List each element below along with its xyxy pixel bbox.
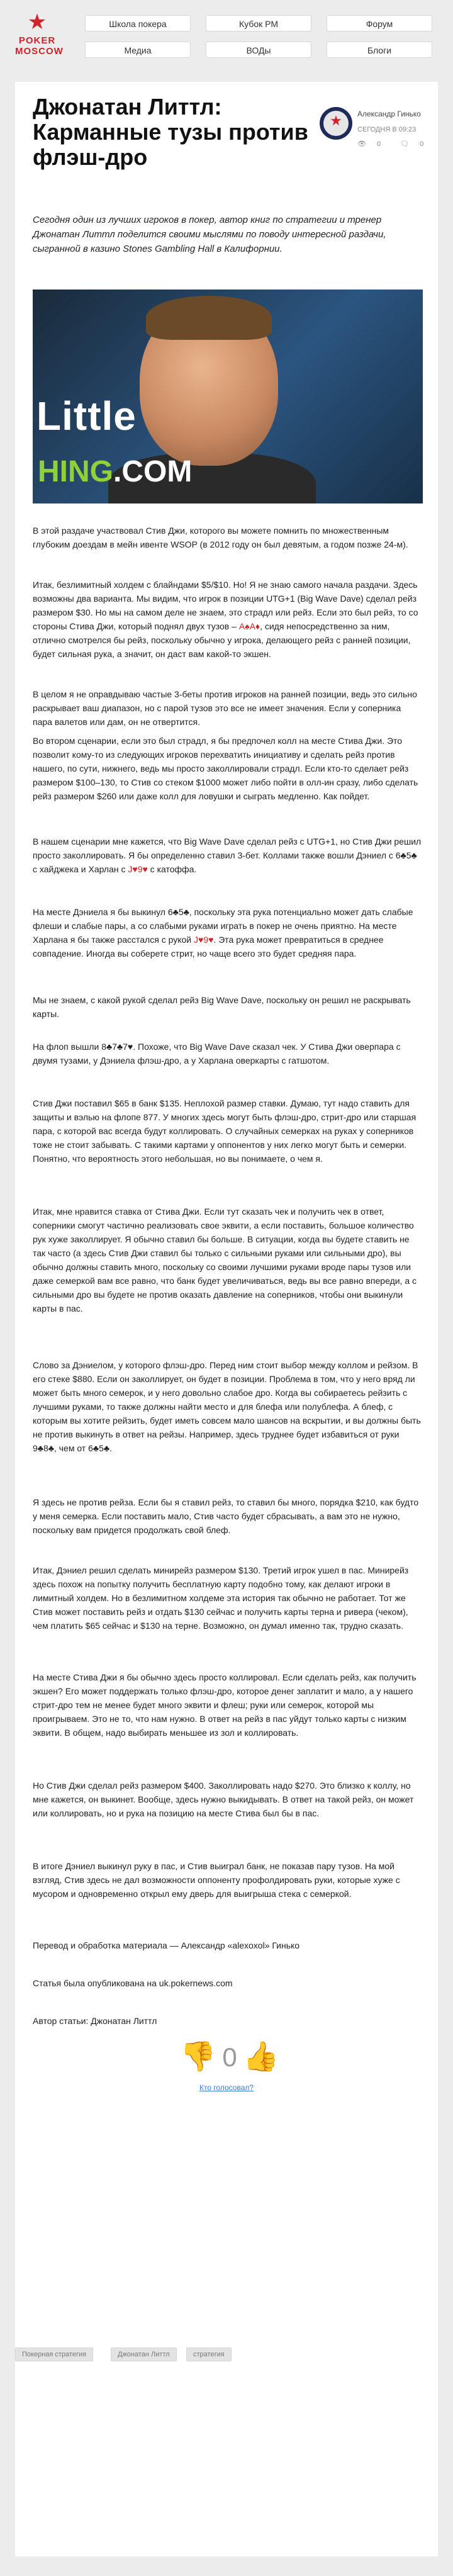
nav-poker-school[interactable]: Школа покера (85, 15, 191, 31)
paragraph: Стив Джи поставил $65 в банк $135. Неплохой размер ставки. Думаю, тут надо ставить для защиты и вэлью на флопе 877. У многих здесь могут быть флэш-дро, стрит-дро или старшая пара, с которой вас всегда будут коллировать. О случайных семерках на руках у соперников тоже не стоит забывать. С такими картами у оппонентов у них легко могут быть и семерки. Понятно, что вероятность этого небольшая, но вы понимаете, о чем я. (33, 1098, 417, 1164)
thumbs-up-icon[interactable]: 👍 (243, 2039, 279, 2073)
article-lead: Сегодня один из лучших игроков в покер, автор книг по стратегии и тренер Джонатан Литтл поделится своими мыслями по поводу интересной раздачи, сыгранной в казино Stones Gambling Hall в Калифорнии. (33, 215, 386, 254)
cards: 8♣7♣7♥ (101, 1042, 133, 1052)
comments-count: 0 (420, 140, 424, 148)
paragraph: Итак, мне нравится ставка от Стива Джи. Если тут сказать чек и получить чек в ответ, соперники смогут частично реализовать свое эквити, а если поставить, большое количество рук хуже заколлирует. Я обычно ставил бы больше. В ситуации, когда вы будете ставить не так часто (а здесь Стив Джи ставил бы только с сильными руками или сильными дро), вы обычно должны ставить много, поскольку со своими лучшими руками вроде пары тузов или даже семеркой вам все равно, что банк будет увеличиваться, ведь вы все равно впереди, а с сильными дро вы будете не против оказать давление на соперников, чтобы они выкинули карты в пас. (33, 1206, 417, 1313)
comments-stat[interactable] (400, 140, 432, 148)
author-name[interactable]: Александр Гинько (357, 110, 421, 118)
vote-widget (180, 2039, 281, 2077)
paragraph: Но Стив Джи сделал рейз размером $400. Заколлировать надо $270. Это близко к коллу, но мне кажется, он выкинет. Вообще, здесь нужно выкидывать. В ответ на такой рейз, он может или коллировать, но и рука на позицию на месте Стива был бы в пас. (33, 1780, 414, 1818)
paragraph: Мы не знаем, с какой рукой сделал рейз Big Wave Dave, поскольку он решил не раскрывать карты. (33, 995, 411, 1019)
hero-image (33, 290, 423, 503)
logo-line-2: MOSCOW (15, 46, 64, 57)
source-note: Статья была опубликована на uk.pokernews.com (33, 1978, 233, 1988)
views-count: 0 (377, 140, 381, 148)
cards: J♥9♥ (128, 864, 148, 874)
cards: 9♣8♣ (33, 1443, 54, 1453)
cards: 6♣5♣ (395, 850, 417, 860)
vote-count: 0 (222, 2042, 237, 2072)
nav-vods[interactable]: ВОДы (206, 42, 311, 58)
article-title: Джонатан Литтл: Карманные тузы против флэш-дро (33, 94, 308, 170)
site-logo[interactable] (15, 9, 64, 57)
paragraph: Слово за Дэниелом, у которого флэш-дро. Перед ним стоит выбор между коллом и рейзом. В его стеке $880. Если он заколлирует, он будет в позиции. Проблема в том, что у него вряд ли может быть много семерок, и у него довольно слабое дро. Когда вы собираетесь рейзить с лучшими руками, то также должны найти место и для блефа или полублефа. А блеф, с которым вы хотите рейзить, будет иметь совсем мало шансов на вскрытии, и вы должны быть не против выкинуть в ответ на рейзы. Например, здесь труднее будет избавиться от руки 9♣8♣, чем от 6♣5♣. (33, 1360, 421, 1453)
nav-pm-cup[interactable]: Кубок РМ (206, 15, 311, 31)
comment-icon: 🗨 (400, 140, 411, 148)
publish-date: СЕГОДНЯ В 09:23 (357, 126, 417, 133)
paragraph: На месте Дэниела я бы выкинул 6♣5♣, поскольку эта рука потенциально может дать слабые флеши и слабые пары, а со слабыми руками играть в покер не очень приятно. На месте Харлана я бы также расстался с рукой J♥9♥. Эта рука может превратиться в среднее совпадение. Иногда вы соберете стрит, но чаще всего это будет средняя пара. (33, 907, 413, 959)
views-stat (357, 140, 389, 148)
paragraph: В итоге Дэниел выкинул руку в пас, и Стив выиграл банк, не показав пару тузов. На мой взгляд, Стив здесь не дал возможности оппоненту профолдировать руки, которые хуже с мусором и одновременно открыл ему дверь для выигрыша стека с семеркой. (33, 1861, 400, 1899)
paragraph: Итак, безлимитный холдем с блайндами $5/$10. Но! Я не знаю самого начала раздачи. Здесь возможны два варианта. Мы видим, что игрок в позиции UTG+1 (Big Wave Dave) сделал рейз размером $30. Но мы на самом деле не знаем, это страдл или рейз. Если это был рейз, то со стороны Стива Джи, который поднял двух тузов – A♠A♦, сидя непосредственно за ним, отлично смотрелся бы рейз, поскольку обычно у игрока, делающего рейз с ранней позиции, будет сильная рука, а значит, он даст вам какой-то экшен. (33, 580, 418, 659)
cards: J♥9♥ (194, 935, 214, 945)
cards: 6♣5♣ (88, 1443, 110, 1453)
red-star-icon: ★ (27, 9, 47, 35)
who-voted-link[interactable]: Кто голосовал? (199, 2083, 254, 2092)
paragraph: Итак, Дэниел решил сделать минирейз размером $130. Третий игрок ушел в пас. Минирейз здесь похож на попытку получить бесплатную карту подобно тому, как делают игроки в лимитный холдем. Но в безлимитном холдеме эта история так обычно не работает. Тот же Стив может поставить рейз и отдать $130 сейчас и получить карты терна и ривера (чеком), чем платить $65 сейчас и $130 на терне. Возможно, он думал именно так, трудно сказать. (33, 1565, 409, 1631)
tag[interactable]: стратегия (186, 2348, 232, 2361)
paragraph: В этой раздаче участвовал Стив Джи, которого вы можете помнить по множественным глубоким доездам в мейн ивенте WSOP (в 2012 году он был девятым, а годом позже 24-м). (33, 526, 408, 549)
paragraph: В нашем сценарии мне кажется, что Big Wave Dave сделал рейз с UTG+1, но Стив Джи решил просто заколлировать. Я бы определенно ставил 3-бет. Коллами также вошли Дэниел с 6♣5♣ с хайджека и Харлан с J♥9♥ с катоффа. (33, 836, 422, 874)
article-author-line: Автор статьи: Джонатан Литтл (33, 2016, 157, 2026)
author-block (320, 107, 433, 157)
cards: A♠A♦ (238, 621, 260, 631)
paragraph: В целом я не оправдываю частые 3-беты против игроков на ранней позиции, ведь это сильно раскрывает ваш диапазон, но с парой тузов это все не имеет значения. Если у соперника пара валетов или дам, он не отвертится. (33, 689, 417, 727)
hero-brand-text: Little (36, 393, 137, 439)
article-card (15, 82, 438, 2556)
logo-line-1: POKER (18, 35, 56, 46)
tag-list (15, 2348, 443, 2363)
nav-forum[interactable]: Форум (327, 15, 432, 31)
paragraph: На месте Стива Джи я бы обычно здесь просто коллировал. Если сделать рейз, как получить экшен? Его может поддержать только флэш-дро, которое денег заплатит и мало, а у нашего стрит-дро тем не менее будет много эквити и флеш; руки или семерок, которой мы проигрываем. Это не то, что нам нужно. В ответ на рейз в пас уйдут только карты с низким эквити. В общем, надо выбирать меньшее из зол и коллировать. (33, 1672, 417, 1738)
translation-credit: Перевод и обработка материала — Александр «alexoxol» Гинько (33, 1940, 300, 1950)
paragraph: На флоп вышли 8♣7♣7♥. Похоже, что Big Wave Dave сказал чек. У Стива Джи оверпара с двумя тузами, у Дэниела флэш-дро, а у Харлана оверкарты с гатшотом. (33, 1042, 401, 1066)
eye-icon: 👁 (357, 140, 369, 148)
paragraph: Я здесь не против рейза. Если бы я ставил рейз, то ставил бы много, порядка $210, как будто у меня семерка. Если поставить мало, Стив часто будет сбрасывать, а вам это не нужно, поскольку вам придется продолжать свой блеф. (33, 1497, 419, 1535)
thumbs-down-icon[interactable]: 👎 (180, 2039, 216, 2073)
paragraph: Во втором сценарии, если это был страдл, я бы предпочел колл на месте Стива Джи. Это позволит кому-то из следующих игроков перехватить инициативу и сделать рейз против нашего, по сути, нижнего, ведь мы просто заколлировали страдл. Если кто-то сделает рейз размером $100–130, то Стив со стеком $1000 может либо пойти в олл-ин сразу, либо сделать рейз размером $260 или даже колл для ловушки и сыграть медленно. Как пойдет. (33, 736, 418, 801)
top-header (0, 0, 453, 74)
article-stats (357, 140, 441, 148)
cards: 6♣5♣ (167, 907, 189, 917)
nav-blogs[interactable]: Блоги (327, 42, 432, 58)
star-icon: ★ (330, 113, 342, 129)
nav-media[interactable]: Медиа (85, 42, 191, 58)
tag[interactable]: Покерная стратегия (15, 2348, 93, 2361)
tag[interactable]: Джонатан Литтл (111, 2348, 177, 2361)
hero-brand-domain: HING.COM (38, 455, 193, 488)
avatar[interactable] (320, 107, 352, 140)
